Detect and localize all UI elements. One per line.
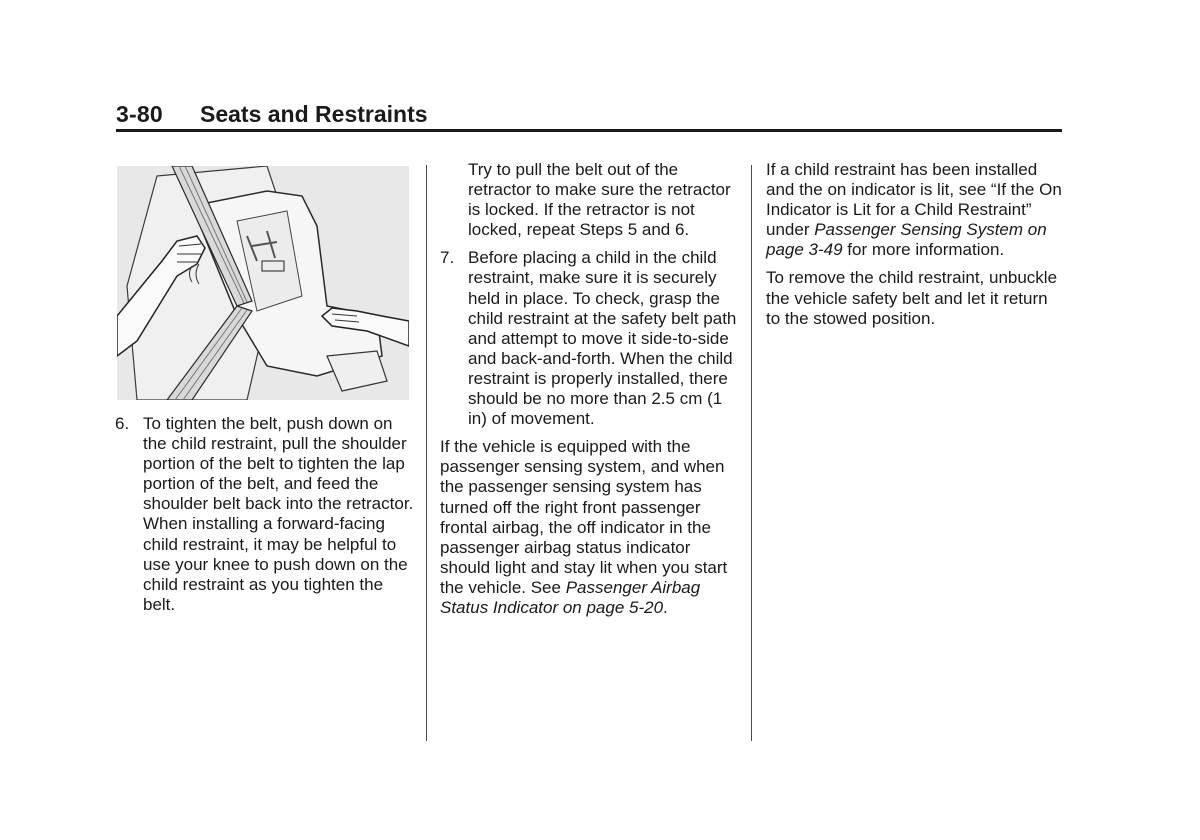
- airbag-status-reference: Passenger Airbag Status Indicator on page 5-20: [440, 577, 701, 617]
- airbag-status-text: If the vehicle is equipped with the passenger sensing system, and when the passenger sensing system has turned off the right front passenger frontal airbag, the off indicator in the passenger airbag status indicator should light and stay lit when you start the vehicle. See: [440, 437, 728, 597]
- step-6-number: 6.: [115, 414, 130, 433]
- child-restraint-illustration: [117, 166, 409, 400]
- step-6: [115, 414, 415, 615]
- column-divider-1: [426, 165, 427, 741]
- header-rule: [116, 129, 1062, 132]
- step-7-text: Before placing a child in the child restraint, make sure it is securely held in place. To check, grasp the child restraint at the safety belt path and attempt to move it side-to-side and back-and-forth. When the child restraint is properly installed, there should be no more than 2.5 cm (1 in) of movement.: [468, 248, 737, 429]
- airbag-status-end: .: [663, 597, 668, 617]
- column-2: [440, 160, 740, 626]
- column-3: [766, 160, 1066, 337]
- section-title: Seats and Restraints: [200, 101, 428, 127]
- remove-restraint-paragraph: To remove the child restraint, unbuckle the vehicle safety belt and let it return to the stowed position.: [766, 268, 1058, 328]
- column-1: [115, 414, 415, 623]
- child-seat-belt-drawing: [117, 166, 409, 400]
- page-number: 3-80: [116, 101, 163, 127]
- step-7-number: 7.: [440, 248, 455, 268]
- step-6-text: To tighten the belt, push down on the child restraint, pull the shoulder portion of the belt to tighten the lap portion of the belt, and feed the shoulder belt back into the retractor. When installing a forward-facing child restraint, it may be helpful to use your knee to push down on the child restraint as you tighten the belt.: [143, 414, 414, 614]
- step-6-continued: Try to pull the belt out of the retractor to make sure the retractor is locked. If the retractor is not locked, repeat Steps 5 and 6.: [468, 160, 731, 240]
- on-indicator-end: for more information.: [842, 240, 1005, 260]
- airbag-status-paragraph: [440, 437, 740, 618]
- on-indicator-text: If a child restraint has been installed and the on indicator is lit, see “If the On Indicator is Lit for a Child Restraint” under: [766, 160, 1062, 240]
- sensing-system-reference: Passenger Sensing System on page 3-49: [766, 220, 1047, 260]
- page-header: [116, 101, 1062, 131]
- step-7: [440, 248, 740, 429]
- on-indicator-paragraph: [766, 160, 1066, 260]
- column-divider-2: [751, 165, 752, 741]
